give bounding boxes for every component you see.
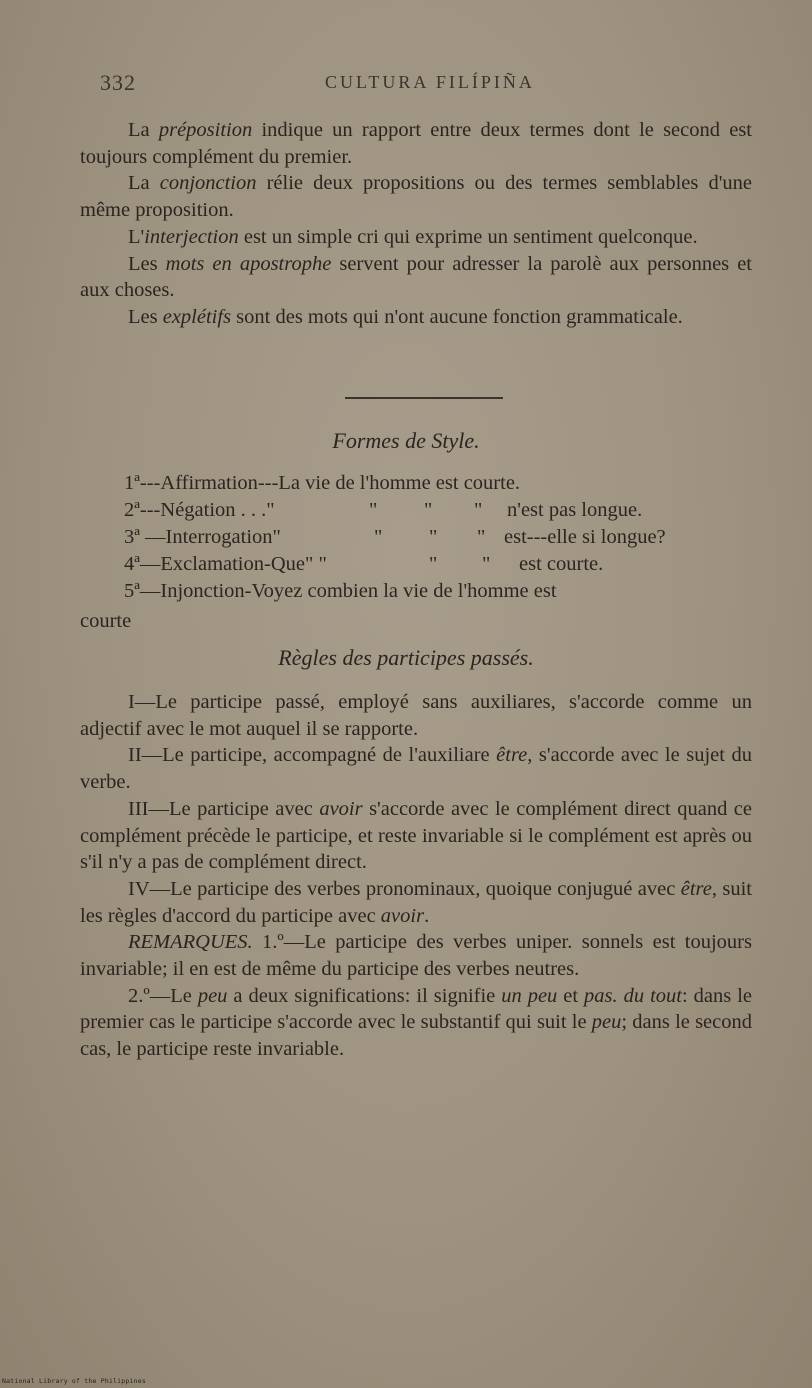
rule-4: IV—Le participe des verbes pronominaux, quoique conjugué avec être, suit les règles d'accord du participe avec avoir. (80, 877, 752, 927)
paragraph-apostrophe: Les mots en apostrophe servent pour adresser la parolè aux personnes et aux choses. (80, 252, 752, 302)
section-parts-of-speech (80, 117, 752, 331)
paragraph-conjonction: La conjonction rélie deux propositions ou des termes semblables d'une même proposition. (80, 172, 752, 222)
remarks-2: 2.º—Le peu a deux significations: il signifie un peu et pas. du tout: dans le premier cas le participe s'accorde avec le substantif qui suit le peu; dans le second cas, le participe reste invariable. (80, 984, 753, 1061)
running-head: CULTURA FILÍPIÑA (325, 72, 535, 92)
forms-tail: courte (80, 610, 132, 632)
rule-1: I—Le participe passé, employé sans auxiliares, s'accorde comme un adjectif avec le mot auquel il se rapporte. (80, 691, 752, 740)
heading-formes-de-style: Formes de Style. (332, 428, 480, 453)
paragraph-interjection: L'interjection est un simple cri qui exprime un sentiment quelconque. (128, 225, 698, 248)
page-header (100, 70, 760, 100)
form-line: 2ª---Négation . . ." " " " n'est pas longue. (124, 499, 643, 521)
paragraph-preposition: La préposition indique un rapport entre deux termes dont le second est toujours complément du premier. (80, 119, 752, 168)
forms-list (124, 470, 764, 605)
rule-2: II—Le participe, accompagné de l'auxiliare être, s'accorde avec le sujet du verbe. (80, 744, 753, 794)
section-participle-rules (80, 689, 752, 1063)
form-line: 5ª—Injonction-Voyez combien la vie de l'homme est (124, 580, 557, 602)
heading-regles-participes: Règles des participes passés. (278, 645, 534, 670)
form-line: 3ª —Interrogation" " " " est---elle si longue? (124, 526, 666, 548)
rule-3: III—Le participe avec avoir s'accorde avec le complément direct quand ce complément précède le participe, et reste invariable si le complément est après ou s'il n'y a pas de complément direct. (80, 797, 752, 874)
library-credit: National Library of the Philippines (2, 1377, 146, 1385)
section-divider (345, 397, 503, 399)
form-line: 1ª---Affirmation---La vie de l'homme est courte. (124, 472, 521, 494)
remarks-1: REMARQUES. 1.º—Le participe des verbes uniper. sonnels est toujours invariable; il en est de même du participe des verbes neutres. (80, 931, 752, 981)
form-line: 4ª—Exclamation-Que" " " " est courte. (124, 553, 604, 575)
paragraph-expletifs: Les explétifs sont des mots qui n'ont aucune fonction grammaticale. (128, 305, 683, 328)
page-number: 332 (100, 70, 136, 95)
